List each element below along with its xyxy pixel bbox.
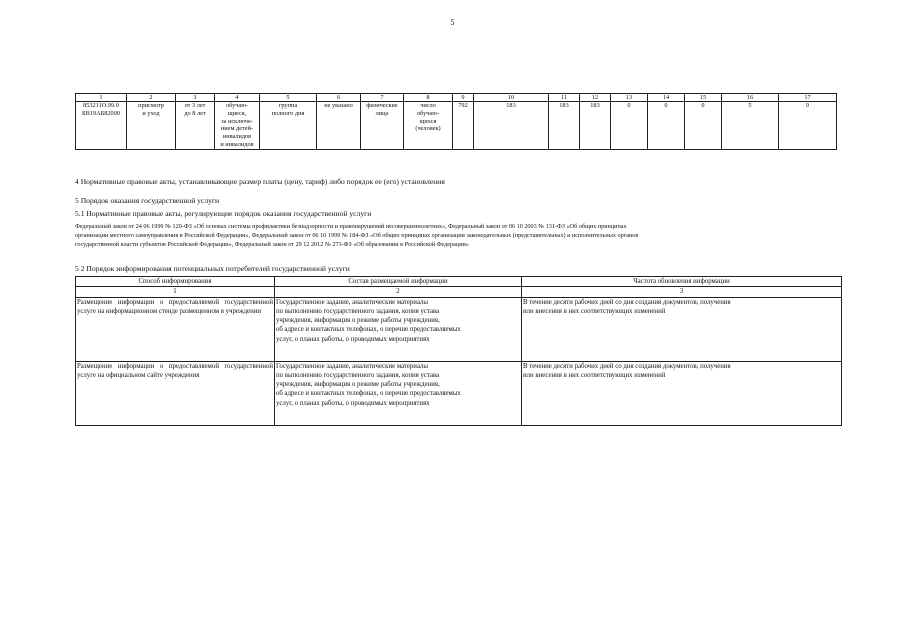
header-cell: 2 — [127, 94, 176, 102]
header-cell: 8 — [404, 94, 453, 102]
cell-line: учреждения, информация о режиме работы учреждения, — [276, 317, 440, 325]
cell-line: (человек) — [415, 125, 441, 133]
cell-line: об адресе и контактных телефонах, о перечне предоставляемых — [276, 326, 461, 334]
law-line: государственной власти субъектов Российской Федерации», Федеральный закон от 29 12 2012 № 273-ФЗ «Об образовании в Российской Федерации» — [75, 241, 469, 249]
laws-paragraph — [75, 222, 837, 250]
table-row — [76, 297, 842, 361]
header-cell: 16 — [722, 94, 779, 102]
unspecified-cell — [317, 102, 361, 150]
cell-line: за исключе- — [221, 117, 253, 125]
content-cell — [275, 361, 522, 425]
method-cell: Размещение информации о предоставляемой государственной услуге на официальном сайте учреждения — [76, 361, 275, 425]
table-header-row — [76, 277, 842, 287]
cell-line: услуг, о планах работы, о проводимых мероприятиях — [276, 335, 430, 343]
header-cell: 15 — [685, 94, 722, 102]
law-line: организации местного самоуправления в Российской Федерации», Федеральный закон от 06 10 1999 № 184-ФЗ «Об общих принципах организации законодательных (представительных) и исполнительных органов — [75, 232, 639, 240]
header-cell: 14 — [648, 94, 685, 102]
cell-line: не указано — [324, 102, 353, 109]
index-cell: 2 — [275, 287, 522, 297]
table-row — [76, 102, 837, 150]
header-cell: 17 — [779, 94, 837, 102]
cell-line: учреждения, информация о режиме работы учреждения, — [276, 381, 440, 389]
value-cell: 9 — [779, 102, 837, 150]
age-cell — [176, 102, 215, 150]
frequency-cell — [522, 361, 842, 425]
registry-code-cell — [76, 102, 127, 150]
cell-line: по выполнению государственного задания, копия устава — [276, 307, 440, 315]
header-cell: 12 — [580, 94, 611, 102]
header-cell: 10 — [474, 94, 549, 102]
header-cell: 4 — [215, 94, 260, 102]
cell-line: до 8 лет — [184, 109, 206, 117]
method-cell: Размещение информации о предоставляемой государственной услуге на информационном стенде размещенном в учреждении — [76, 297, 275, 361]
header-cell: 3 — [176, 94, 215, 102]
section-5-heading: 5 Порядок оказания государственной услуги — [75, 196, 220, 205]
cell-line: Государственное задание, аналитические материалы — [276, 362, 428, 370]
cell-line: присмотр — [138, 102, 164, 109]
section-5-1-heading: 5.1 Нормативные правовые акты, регулирующие порядок оказания государственной услуги — [75, 209, 372, 218]
cell-line: обучаю- — [416, 109, 440, 117]
cell-line: щихся — [419, 117, 437, 125]
informing-table — [75, 276, 842, 426]
header-cell: Способ информирования — [76, 277, 275, 287]
value-cell: 183 — [580, 102, 611, 150]
cell-line: нием детей- — [220, 125, 254, 133]
header-cell: 9 — [453, 94, 474, 102]
header-cell: Частота обновления информации — [522, 277, 842, 287]
cell-line: полного дня — [271, 109, 305, 117]
cell-line: об адресе и контактных телефонах, о перечне предоставляемых — [276, 390, 461, 398]
header-cell: 5 — [260, 94, 317, 102]
cell-line: или внесения в них соответствующих изменений — [523, 307, 666, 315]
content-cell — [275, 297, 522, 361]
service-content-cell — [127, 102, 176, 150]
cell-line: обучаю- — [225, 102, 249, 109]
cell-line: или внесения в них соответствующих изменений — [523, 371, 666, 379]
value-cell: 0 — [685, 102, 722, 150]
cell-line: инвалидов — [222, 133, 252, 141]
header-cell: 6 — [317, 94, 361, 102]
index-cell: 3 — [522, 287, 842, 297]
cell-line: лица — [375, 109, 389, 117]
value-cell: 0 — [648, 102, 685, 150]
section-5-2-heading: 5 2 Порядок информирования потенциальных потребителей государственной услуги — [75, 264, 350, 273]
frequency-cell — [522, 297, 842, 361]
value-cell: 792 — [453, 102, 474, 150]
header-cell: Состав размещаемой информации — [275, 277, 522, 287]
header-cell: 7 — [361, 94, 404, 102]
header-cell: 1 — [76, 94, 127, 102]
cell-line: по выполнению государственного задания, копия устава — [276, 371, 440, 379]
cell-line: и инвалидов — [220, 140, 254, 148]
cell-line: и уход — [142, 109, 160, 117]
cell-line: Государственное задание, аналитические материалы — [276, 298, 428, 306]
cell-line: щиеся, — [227, 109, 247, 117]
page-number: 5 — [450, 18, 455, 27]
indicator-name-cell — [404, 102, 453, 150]
cell-line: В течение десяти рабочих дней со дня создания документов, получения — [523, 298, 731, 306]
cell-line: услуг, о планах работы, о проводимых мероприятиях — [276, 399, 430, 407]
section-4-heading: 4 Нормативные правовые акты, устанавливающие размер платы (цену, тариф) либо порядок ее (его) установления — [75, 177, 445, 186]
header-cell: 11 — [549, 94, 580, 102]
indicators-table — [75, 93, 837, 150]
cell-line: число — [420, 102, 436, 109]
cell-line: 853211О.99.0 — [83, 102, 119, 109]
index-cell: 1 — [76, 287, 275, 297]
category-cell — [215, 102, 260, 150]
consumers-cell — [361, 102, 404, 150]
header-cell: 13 — [611, 94, 648, 102]
value-cell: 183 — [549, 102, 580, 150]
table-header-row — [76, 94, 837, 102]
cell-line: БВ19АБ82000 — [81, 109, 121, 117]
table-index-row — [76, 287, 842, 297]
law-line: Федеральный закон от 24 06 1999 № 120-ФЗ «Об основах системы профилактики безнадзорности и правонарушений несовершеннолетних», Федеральный закон от 06 10 2003 № 131-ФЗ «Об общих принципах — [75, 223, 627, 230]
cell-line: от 3 лет — [184, 102, 206, 109]
value-cell: 183 — [474, 102, 549, 150]
value-cell: 5 — [722, 102, 779, 150]
cell-line: группа — [278, 102, 298, 109]
group-cell — [260, 102, 317, 150]
cell-line: В течение десяти рабочих дней со дня создания документов, получения — [523, 362, 731, 370]
cell-line: физические — [366, 102, 398, 109]
table-row — [76, 361, 842, 425]
value-cell: 0 — [611, 102, 648, 150]
